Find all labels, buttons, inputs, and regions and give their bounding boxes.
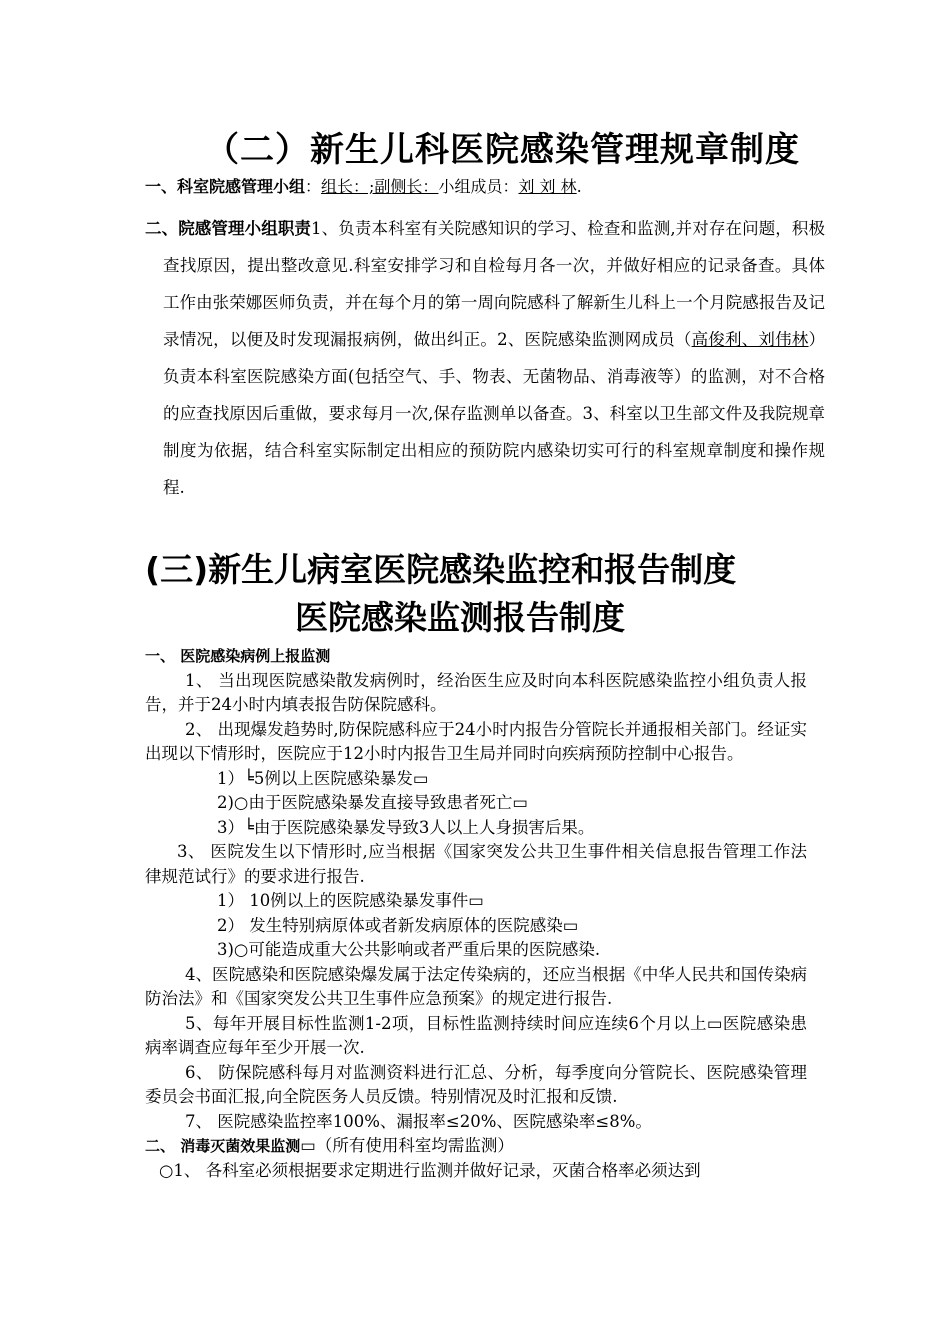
list-item: 1） 10例以上的医院感染暴发事件▭	[217, 891, 484, 910]
duties-label: 二、院感管理小组职责	[145, 219, 312, 238]
paragraph-7: 7、 医院感染监控率100%、漏报率≤20%、医院感染率≤8%。	[185, 1111, 652, 1131]
paragraph-4: 4、医院感染和医院感染爆发属于法定传染病的，还应当根据《中华人民共和国传染病防治法》和《国家突发公共卫生事件应急预案》的规定进行报告.	[145, 964, 807, 1008]
paragraph-1: 1、 当出现医院感染散发病例时，经治医生应及时向本科医院感染监控小组负责人报告，并于24小时内填表报告防保院感科。	[145, 670, 807, 714]
group-members: 刘 刘 林	[518, 177, 577, 196]
part2-heading: 二、 消毒灭菌效果监测	[145, 1137, 301, 1155]
part2-note: （所有使用科室均需监测）	[315, 1136, 514, 1155]
duties-text-b: ）负责本科室医院感染方面(包括空气、手、物表、无菌物品、消毒液等）的监测，对不合格的应查找原因后重做，要求每月一次,保存监测单以备查。3、科室以卫生部文件及我院规章制度为依据，结合科室实际制定出相应的预防院内感染切实可行的科室规章制度和操作规程.	[163, 330, 825, 497]
paragraph-6: 6、 防保院感科每月对监测资料进行汇总、分析，每季度向分管院长、医院感染管理委员会书面汇报,向全院医务人员反馈。特别情况及时汇报和反馈.	[145, 1062, 807, 1106]
group-end: .	[576, 177, 582, 196]
paragraph-3: 3、 医院发生以下情形时,应当根据《国家突发公共卫生事件相关信息报告管理工作法律规范试行》的要求进行报告.	[145, 842, 807, 886]
list-item: 2） 发生特别病原体或者新发病原体的医院感染▭	[217, 915, 579, 935]
list-item: 2)○由于医院感染暴发直接导致患者死亡▭	[217, 793, 528, 812]
report-system-title: 医院感染监测报告制度	[295, 598, 625, 637]
report-system-body	[145, 644, 807, 1183]
infection-control-group	[145, 174, 825, 200]
group-label: 一、科室院感管理小组	[145, 177, 306, 196]
list-item: 1）╘5例以上医院感染暴发▭	[217, 768, 429, 788]
part2-paragraph-1: ○1、 各科室必须根据要求定期进行监测并做好记录，灭菌合格率必须达到	[159, 1160, 701, 1180]
monitor-member-names: 高俊利、刘伟林	[691, 330, 809, 349]
section-title-2: （二）新生儿科医院感染管理规章制度	[205, 130, 800, 170]
group-colon: ：	[305, 177, 322, 196]
list-item: 3)○可能造成重大公共影响或者严重后果的医院感染.	[217, 940, 601, 959]
group-leader: 组长：;副侧长：	[321, 177, 439, 196]
duties-text-a: 1、负责本科室有关院感知识的学习、检查和监测,并对存在问题，积极查找原因，提出整改意见.科室安排学习和自检每月各一次，并做好相应的记录备查。具体工作由张荣娜医师负责，并在每个月的第一周向院感科了解新生儿科上一个月院感报告及记录情况，以便及时发现漏报病例，做出纠正。2、医院感染监测网成员（	[163, 219, 826, 349]
part1-heading: 一、 医院感染病例上报监测	[145, 647, 331, 665]
section-title-3: (三)新生儿病室医院感染监控和报告制度	[145, 550, 737, 589]
part2-mark: ▭	[300, 1136, 316, 1155]
paragraph-5: 5、每年开展目标性监测1-2项，目标性监测持续时间应连续6个月以上▭医院感染患病率调查应每年至少开展一次.	[145, 1013, 807, 1057]
paragraph-2: 2、 出现爆发趋势时,防保院感科应于24小时内报告分管院长并通报相关部门。经证实出现以下情形时，医院应于12小时内报告卫生局并同时向疾病预防控制中心报告。	[145, 719, 807, 763]
list-item: 3）╘由于医院感染暴发导致3人以上人身损害后果。	[217, 817, 595, 837]
members-label: 小组成员：	[438, 177, 519, 196]
group-duties	[145, 210, 825, 506]
part2-heading-line	[145, 1134, 807, 1159]
